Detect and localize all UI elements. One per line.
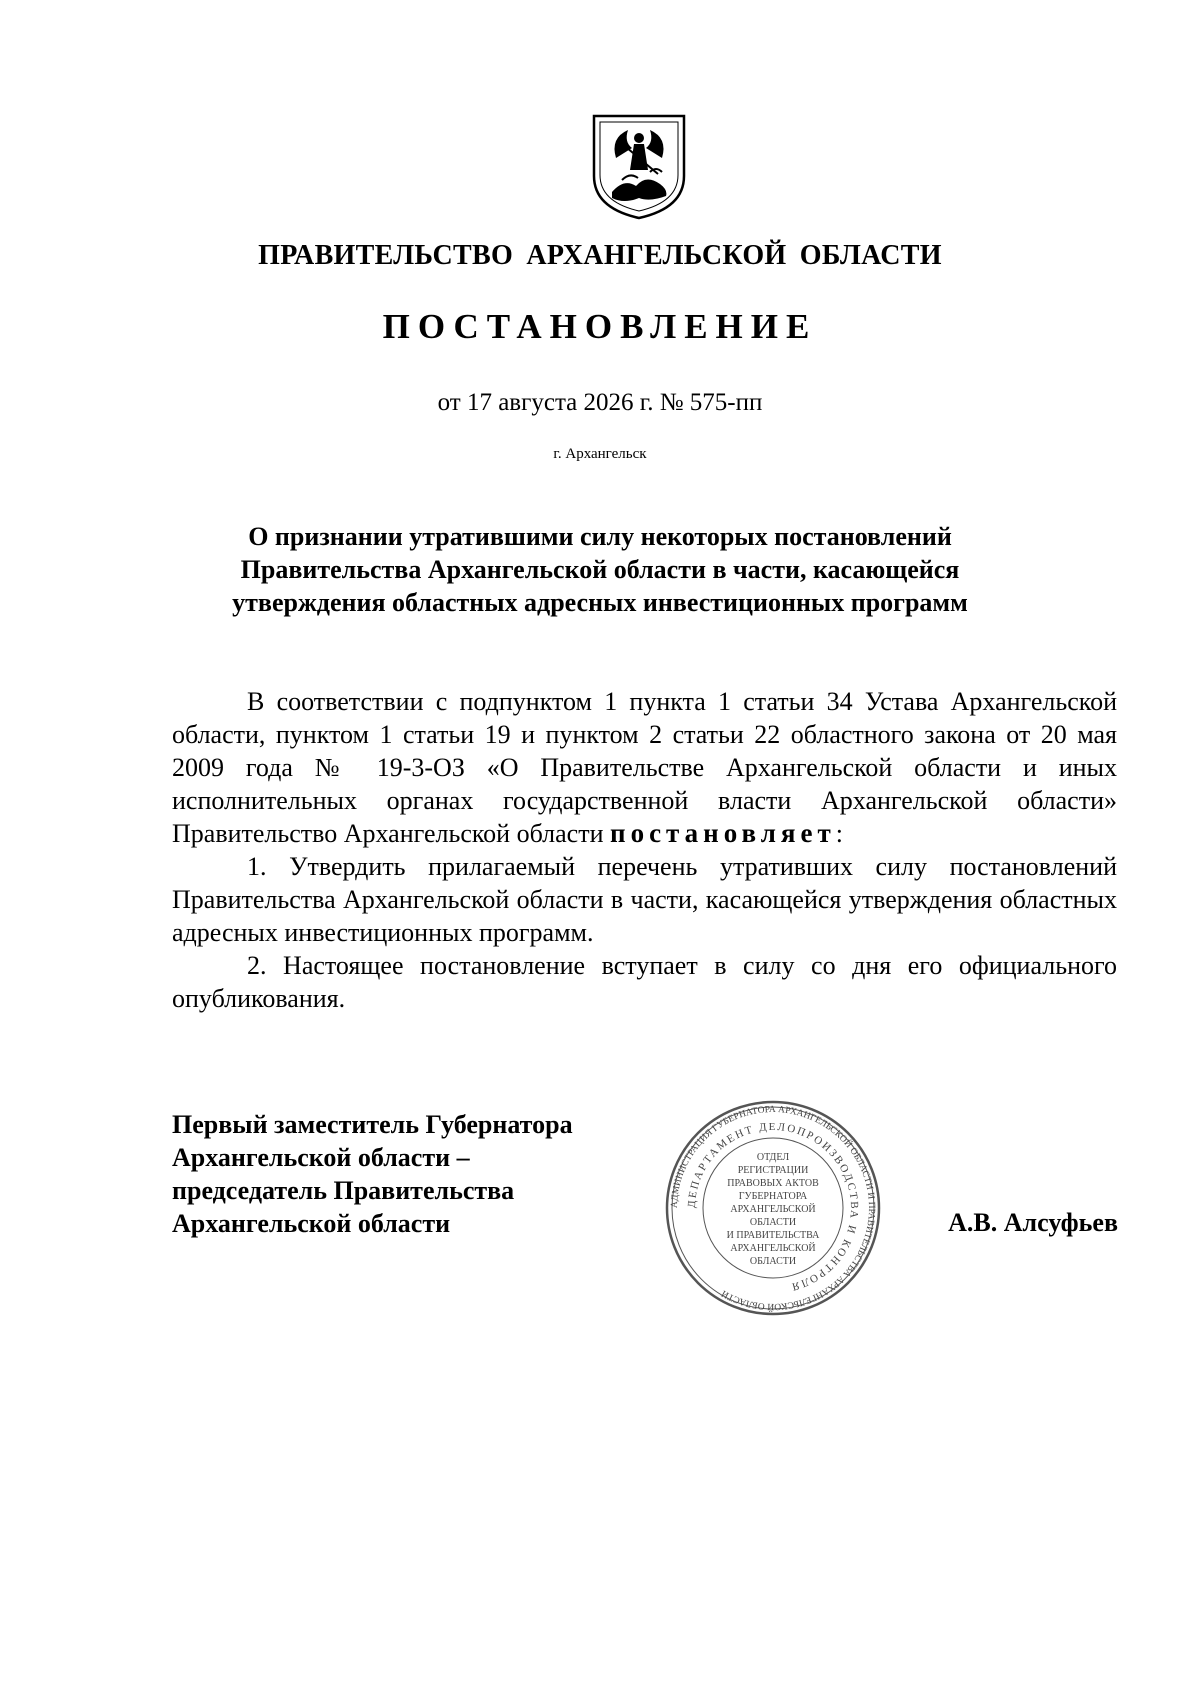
clause-paragraph: 2. Настоящее постановление вступает в силу со дня его официального опубликования. bbox=[172, 951, 1117, 1013]
position-line: председатель Правительства bbox=[172, 1176, 515, 1205]
stamp-outer-text: АДМИНИСТРАЦИЯ ГУБЕРНАТОРА АРХАНГЕЛЬСКОЙ ОБЛАСТИ И ПРАВИТЕЛЬСТВА АРХАНГЕЛЬСКОЙ ОБЛАСТИ bbox=[669, 1104, 877, 1312]
subject-line: утверждения областных адресных инвестиционных программ bbox=[232, 588, 968, 617]
position-line: Первый заместитель Губернатора bbox=[172, 1110, 573, 1139]
preamble-paragraph bbox=[172, 685, 1117, 850]
stamp-center-line: ПРАВОВЫХ АКТОВ bbox=[727, 1178, 819, 1189]
subject-line: Правительства Архангельской области в части, касающейся bbox=[240, 555, 960, 584]
stamp-center-line: АРХАНГЕЛЬСКОЙ bbox=[730, 1204, 816, 1215]
document-body bbox=[172, 685, 1117, 1015]
stamp-center-line: ОБЛАСТИ bbox=[749, 1217, 797, 1228]
stamp-center-line: ГУБЕРНАТОРА bbox=[738, 1191, 808, 1202]
coat-of-arms-icon bbox=[590, 112, 688, 222]
signatory-name: А.В. Алсуфьев bbox=[948, 1208, 1118, 1237]
position-line: Архангельской области – bbox=[172, 1143, 470, 1172]
position-line: Архангельской области bbox=[172, 1209, 451, 1238]
stamp-ring-text: ДЕПАРТАМЕНТ ДЕЛОПРОИЗВОДСТВА И КОНТРОЛЯ bbox=[685, 1120, 861, 1294]
clause-paragraph: 1. Утвердить прилагаемый перечень утративших силу постановлений Правительства Архангельской области в части, касающейся утверждения областных адресных инвестиционных программ. bbox=[172, 852, 1117, 947]
organization-name: ПРАВИТЕЛЬСТВО АРХАНГЕЛЬСКОЙ ОБЛАСТИ bbox=[258, 240, 942, 271]
signatory-position bbox=[172, 1108, 573, 1240]
resolves-word: постановляет bbox=[610, 818, 836, 848]
resolves-suffix: : bbox=[835, 819, 843, 848]
stamp-center-line: И ПРАВИТЕЛЬСТВА bbox=[726, 1230, 820, 1241]
date-and-number: от 17 августа 2026 г. № 575-пп bbox=[437, 389, 763, 416]
subject-line: О признании утратившими силу некоторых постановлений bbox=[248, 522, 952, 551]
stamp-center-line: АРХАНГЕЛЬСКОЙ bbox=[730, 1243, 816, 1254]
stamp-center-line: ОТДЕЛ bbox=[756, 1152, 790, 1163]
stamp-center-line: ОБЛАСТИ bbox=[749, 1256, 797, 1267]
document-type: ПОСТАНОВЛЕНИЕ bbox=[382, 307, 818, 346]
city: г. Архангельск bbox=[553, 446, 647, 462]
document-subject bbox=[0, 520, 1200, 619]
preamble-text: В соответствии с подпунктом 1 пункта 1 статьи 34 Устава Архангельской области, пунктом 1 статьи 19 и пунктом 2 статьи 22 областного закона от 20 мая 2009 года № 19-3-ОЗ «О Правительстве Архангельской области и иных исполнительных органах государственной власти Архангельской области» Правительство Архангельской области bbox=[172, 687, 1117, 848]
official-stamp bbox=[663, 1098, 883, 1318]
stamp-center-line: РЕГИСТРАЦИИ bbox=[737, 1165, 809, 1176]
